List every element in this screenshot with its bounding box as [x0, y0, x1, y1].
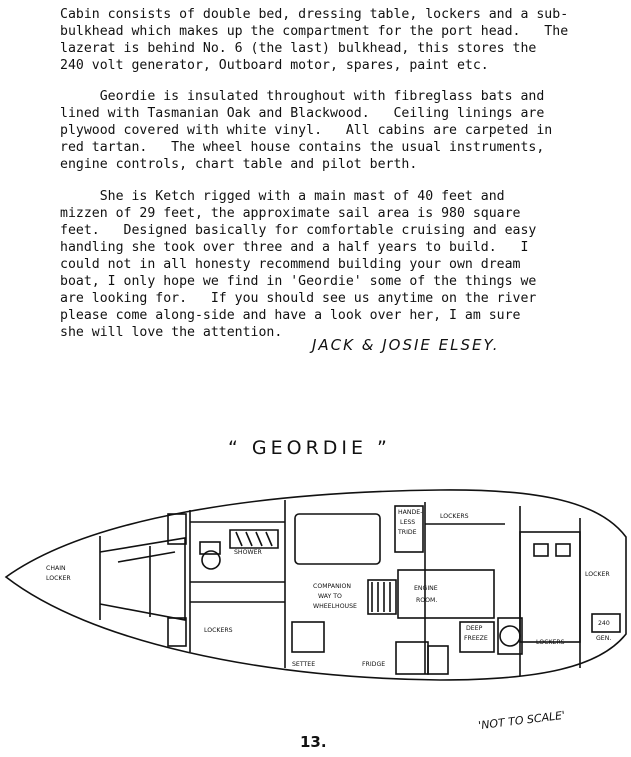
vee-berth — [100, 538, 185, 620]
companion-label-3: WHEELHOUSE — [313, 603, 357, 610]
wheel — [500, 626, 520, 646]
lockers-bottom-label: LOCKERS — [536, 639, 565, 646]
fridge — [396, 642, 428, 674]
deep-freeze-label-1: DEEP — [466, 625, 483, 632]
handles-label-2: LESS — [400, 519, 416, 526]
fridge-label: FRIDGE — [362, 661, 386, 668]
engine-label-1: ENGINE — [414, 585, 438, 592]
lockers-top-label: LOCKERS — [440, 513, 469, 520]
settee-label: SETTEE — [292, 661, 316, 668]
generator-label-2: GEN. — [596, 635, 612, 642]
companion-label-1: COMPANION — [313, 583, 352, 590]
deck-plan — [0, 462, 631, 712]
companion-label-2: WAY TO — [318, 593, 342, 600]
paragraph-cabin: Cabin consists of double bed, dressing table, lockers and a sub- bulkhead which makes up the compartment for the port head. The lazerat is behind No. 6 (the last) bulkhead, this stores the 240 volt generator, Outboard motor, spares, paint etc. — [60, 7, 569, 73]
chain-locker-label-2: LOCKER — [46, 575, 71, 582]
shower-tray — [230, 530, 278, 548]
deep-freeze-label-2: FREEZE — [464, 635, 488, 642]
paragraph-insulation: Geordie is insulated throughout with fibreglass bats and lined with Tasmanian Oak and Blackwood. Ceiling linings are plywood covered with white vinyl. All cabins are carpeted in red tartan. The wheel house contains the usual instruments, engine controls, chart table and pilot berth. — [60, 89, 553, 172]
handles-label-3: TRIDE — [398, 529, 417, 536]
aft-berth — [520, 532, 580, 642]
saloon-table — [295, 514, 380, 564]
paragraph-rigging: She is Ketch rigged with a main mast of 40 feet and mizzen of 29 feet, the approximate sail area is 980 square feet. Designed basically for comfortable cruising and easy handling she took over three and a half years to build. I could not in all honesty recommend building your own dream boat, I only hope we find in 'Geordie' some of the things we are looking for. If you should see us anytime on the river please come along-side and have a look over her, I am sure she will love the attention. — [60, 189, 537, 340]
page-number: 13. — [300, 733, 327, 751]
engine-room — [398, 570, 494, 618]
locker-aft-label: LOCKER — [585, 571, 610, 578]
scale-note: 'NOT TO SCALE' — [477, 708, 566, 733]
signature: JACK & JOSIE ELSEY. — [312, 336, 500, 354]
shower-label: SHOWER — [234, 549, 262, 556]
stove — [428, 646, 448, 674]
generator-label-1: 240 — [598, 620, 610, 627]
locker-fwd-bottom — [168, 618, 186, 646]
handles-label-1: HANDE- — [398, 509, 423, 516]
plan-title: “ GEORDIE ” — [228, 437, 391, 459]
chain-locker-label-1: CHAIN — [46, 565, 66, 572]
lockers-port-label: LOCKERS — [204, 627, 233, 634]
engine-label-2: ROOM. — [416, 597, 438, 604]
